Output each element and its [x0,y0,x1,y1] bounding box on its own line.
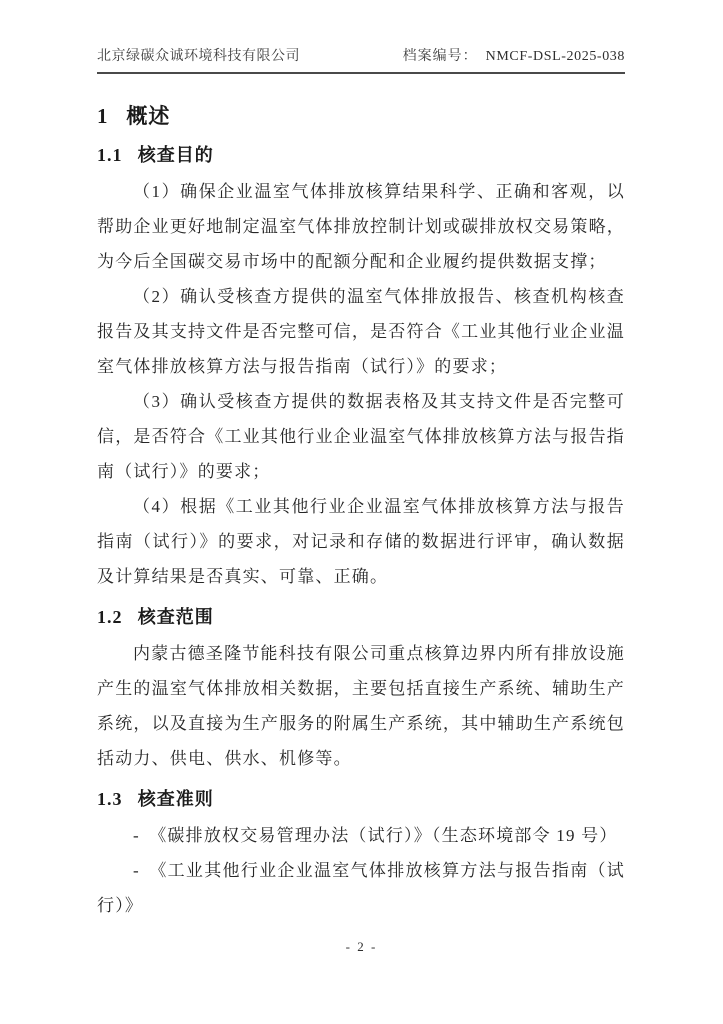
list-item-dash: - [133,861,140,880]
page-header [97,47,625,74]
chapter-number: 1 [97,104,109,128]
page-number: - 2 - [345,939,378,954]
paragraph: （3）确认受核查方提供的数据表格及其支持文件是否完整可信，是否符合《工业其他行业企业温室气体排放核算方法与报告指南（试行）》的要求； [97,392,625,481]
archive-number-group [403,47,625,67]
paragraph: 内蒙古德圣隆节能科技有限公司重点核算边界内所有排放设施产生的温室气体排放相关数据，主要包括直接生产系统、辅助生产系统，以及直接为生产服务的附属生产系统，其中辅助生产系统包括动力、供电、供水、机修等。 [97,644,625,768]
paragraph: （2）确认受核查方提供的温室气体排放报告、核查机构核查报告及其支持文件是否完整可信，是否符合《工业其他行业企业温室气体排放核算方法与报告指南（试行）》的要求； [97,287,625,376]
section-heading-1-2 [97,600,625,634]
archive-number-value: NMCF-DSL-2025-038 [485,49,625,64]
section-title: 核查准则 [137,789,214,809]
company-name: 北京绿碳众诚环境科技有限公司 [97,49,300,64]
paragraph: （4）根据《工业其他行业企业温室气体排放核算方法与报告指南（试行）》的要求，对记录和存储的数据进行评审，确认数据及计算结果是否真实、可靠、正确。 [97,497,625,586]
section-title: 核查目的 [137,145,214,165]
archive-number-label: 档案编号： [402,49,478,64]
section-number: 1.3 [97,789,123,809]
section-title: 核查范围 [137,607,214,627]
section-heading-1-3 [97,782,625,816]
list-item [97,818,625,853]
paragraph: （1）确保企业温室气体排放核算结果科学、正确和客观，以帮助企业更好地制定温室气体排放控制计划或碳排放权交易策略，为今后全国碳交易市场中的配额分配和企业履约提供数据支撑； [97,182,625,271]
list-item [97,853,625,923]
chapter-title: 概述 [126,104,171,128]
list-item-text: 《碳排放权交易管理办法（试行）》（生态环境部令 19 号） [149,826,618,845]
list-item-text: 《工业其他行业企业温室气体排放核算方法与报告指南（试行）》 [97,861,625,915]
section-heading-1-1 [97,138,625,172]
section-number: 1.2 [97,607,123,627]
list-item-dash: - [133,826,140,845]
section-number: 1.1 [97,145,123,165]
chapter-heading [97,100,625,132]
